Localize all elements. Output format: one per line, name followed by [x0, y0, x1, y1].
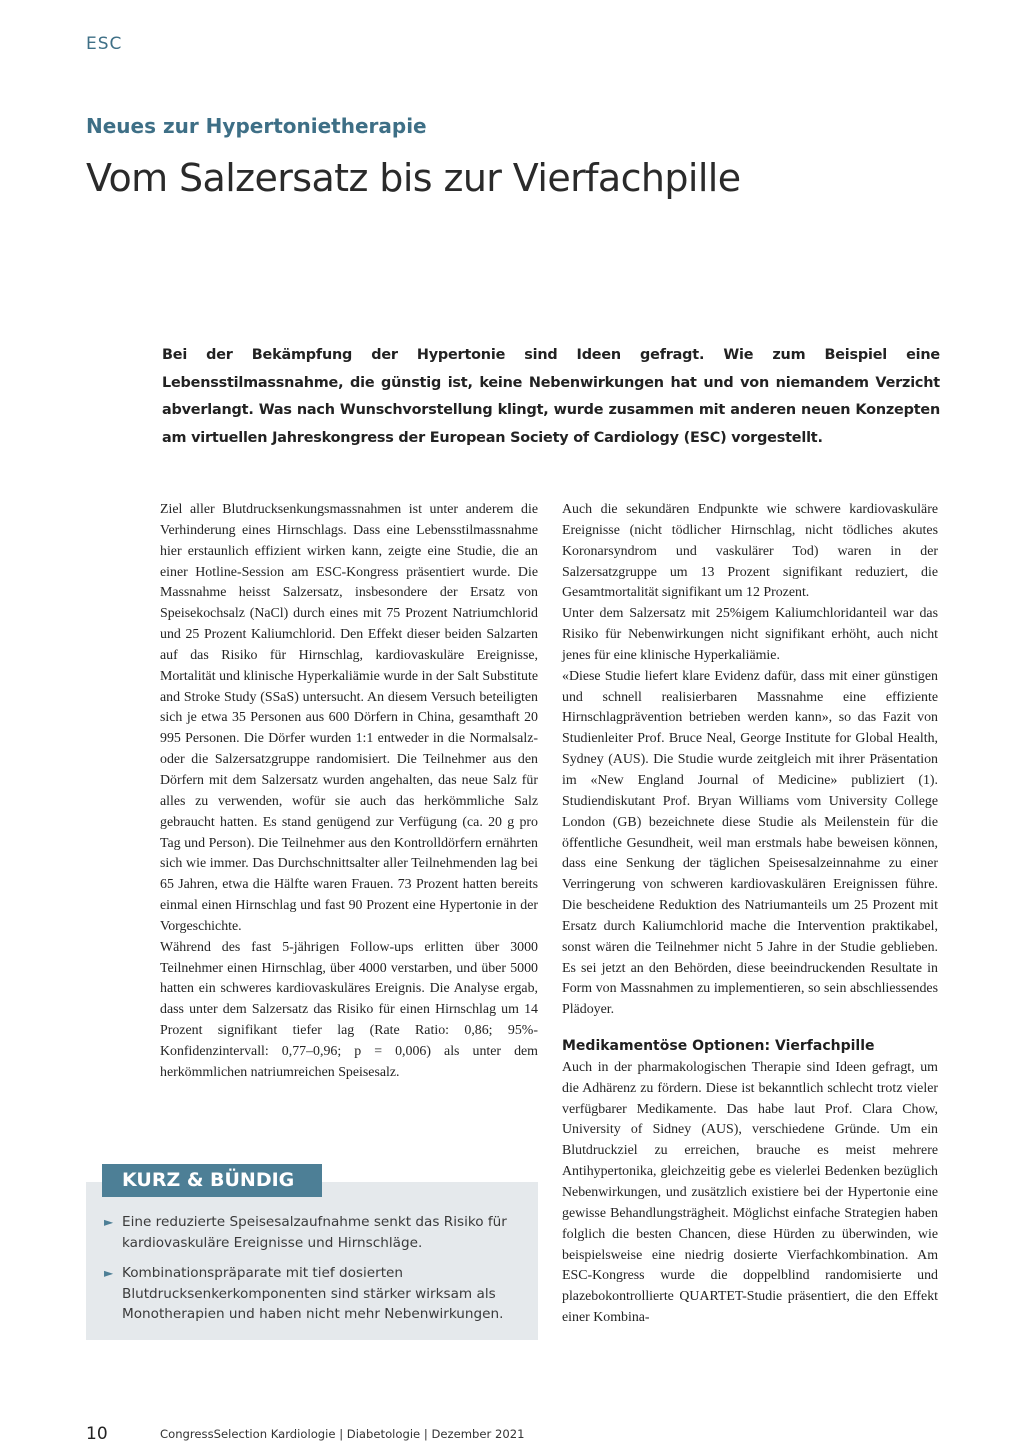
article-title: Vom Salzersatz bis zur Vierfachpille: [86, 156, 741, 200]
body-paragraph: Während des fast 5-jährigen Follow-ups erlitten über 3000 Teilnehmer einen Hirnschlag, über 4000 verstarben, und über 5000 hatten ein schweres kardiovaskuläres Ereignis. Die Analyse ergab, dass unter dem Salzersatz das Risiko für einen Hirnschlag um 14 Prozent signifikant tiefer lag (Rate Ratio: 0,86; 95%-Konfidenzintervall: 0,77–0,96; p = 0,006) als unter dem herkömmlichen natriumreichen Speisesalz.: [160, 939, 538, 1080]
summary-item-text: Kombinationspräparate mit tief dosierten Blutdrucksenkerkomponenten sind stärker wirksam als Monotherapien und haben nicht mehr Nebenwirkungen.: [122, 1265, 504, 1322]
summary-item-text: Eine reduzierte Speisesalzaufnahme senkt das Risiko für kardiovaskuläre Ereignisse und Hirnschläge.: [122, 1214, 507, 1251]
summary-list: [104, 1212, 528, 1335]
publication-footer: CongressSelection Kardiologie | Diabetologie | Dezember 2021: [160, 1427, 525, 1441]
summary-box-label: KURZ & BÜNDIG: [102, 1164, 322, 1197]
article-kicker: Neues zur Hypertonietherapie: [86, 114, 427, 138]
body-paragraph: Unter dem Salzersatz mit 25%igem Kaliumchloridanteil war das Risiko für Nebenwirkungen nicht signifikant erhöht, auch nicht jenes für eine klinische Hyperkaliämie.: [562, 606, 938, 663]
body-column-right: [562, 500, 938, 1329]
article-lead: Bei der Bekämpfung der Hypertonie sind Ideen gefragt. Wie zum Beispiel eine Lebensstilmassnahme, die günstig ist, keine Nebenwirkungen hat und von niemandem Verzicht abverlangt. Was nach Wunschvorstellung klingt, wurde zusammen mit anderen neuen Konzepten am virtuellen Jahreskongress der European Society of Cardiology (ESC) vorgestellt.: [162, 347, 940, 446]
summary-item: [104, 1212, 528, 1253]
body-paragraph: Auch die sekundären Endpunkte wie schwere kardiovaskuläre Ereignisse (nicht tödlicher Hirnschlag, nicht tödliches akutes Koronarsyndrom und vaskulärer Tod) waren in der Salzersatzgruppe um 13 Prozent signifikant reduziert, die Gesamtmortalität signifikant um 12 Prozent.: [562, 502, 938, 601]
body-paragraph: «Diese Studie liefert klare Evidenz dafür, dass mit einer günstigen und schnell realisierbaren Massnahme eine effiziente Hirnschlagprävention betrieben werden kann», so das Fazit von Studienleiter Prof. Bruce Neal, George Institute for Global Health, Sydney (AUS). Die Studie wurde zeitgleich mit ihrer Präsentation im «New England Journal of Medicine» publiziert (1). Studiendiskutant Prof. Bryan Williams vom University College London (GB) bezeichnete diese Studie als Meilenstein für die öffentliche Gesundheit, weil man erstmals habe beweisen können, dass eine Senkung der täglichen Speisesalzeinnahme zu einer Verringerung von schweren kardiovaskulären Ereignissen führe. Die bescheidene Reduktion des Natriumanteils um 25 Prozent mit Ersatz durch Kaliumchlorid mache die Intervention praktikabel, sonst wären die Teilnehmer nicht 5 Jahre in der Studie geblieben. Es sei jetzt an den Behörden, diese beeindruckenden Resultate in Form von Massnahmen zu implementieren, so sein abschliessendes Plädoyer.: [562, 668, 938, 1018]
section-subheading: Medikamentöse Optionen: Vierfachpille: [562, 1038, 875, 1055]
page-number: 10: [86, 1424, 108, 1444]
body-column-left: [160, 500, 538, 1084]
body-paragraph: Ziel aller Blutdrucksenkungsmassnahmen ist unter anderem die Verhinderung eines Hirnschlags. Dass eine Lebensstilmassnahme hier erstaunlich effizient wirken kann, zeigte eine Studie, die an einer Hotline-Session am ESC-Kongress präsentiert wurde. Die Massnahme heisst Salzersatz, insbesondere der Ersatz von Speisekochsalz (NaCl) durch eines mit 75 Prozent Natriumchlorid und 25 Prozent Kaliumchlorid. Den Effekt dieser beiden Salzarten auf das Risiko für Hirnschlag, kardiovaskuläre Ereignisse, Mortalität und klinische Hyperkaliämie wurde in der Salt Substitute and Stroke Study (SSaS) untersucht. An diesem Versuch beteiligten sich je etwa 35 Personen aus 600 Dörfern in China, gesamthaft 20 995 Personen. Die Dörfer wurden 1:1 entweder in die Normalsalz- oder die Salzersatzgruppe randomisiert. Die Teilnehmer aus den Dörfern mit dem Salzersatz wurden angehalten, das neue Salz für alles zu verwenden, wofür sie auch das herkömmliche Salz gebraucht hatten. Es stand genügend zur Verfügung (ca. 20 g pro Tag und Person). Die Teilnehmer aus den Kontrolldörfern ernährten sich wie immer. Das Durchschnittsalter aller Teilnehmenden lag bei 65 Jahren, etwa die Hälfte waren Frauen. 73 Prozent hatten bereits einmal einen Hirnschlag und fast 90 Prozent eine Hypertonie in der Vorgeschichte.: [160, 502, 538, 934]
triangle-bullet-icon: ►: [104, 1215, 114, 1229]
body-paragraph: Auch in der pharmakologischen Therapie sind Ideen gefragt, um die Adhärenz zu fördern. Diese ist bekanntlich schlecht trotz vieler verfügbarer Medikamente. Das habe laut Prof. Clara Chow, University of Sidney (AUS), verschiedene Gründe. Um ein Blutdruckziel zu erreichen, brauche es meist mehrere Antihypertonika, gleichzeitig gebe es vielerlei Bedenken bezüglich Nebenwirkungen, und zusätzlich existiere bei der Hypertonie eine gewisse Behandlungsträgheit. Möglichst einfache Strategien haben folglich die besten Chancen, diese Hürden zu überwinden, wie beispielsweise eine niedrig dosierte Vierfachkombination. Am ESC-Kongress wurde die doppelblind randomisierte und plazebokontrollierte QUARTET-Studie präsentiert, die den Effekt einer Kombina-: [562, 1059, 938, 1326]
section-tag: ESC: [86, 34, 123, 54]
triangle-bullet-icon: ►: [104, 1266, 114, 1280]
summary-item: [104, 1263, 528, 1325]
